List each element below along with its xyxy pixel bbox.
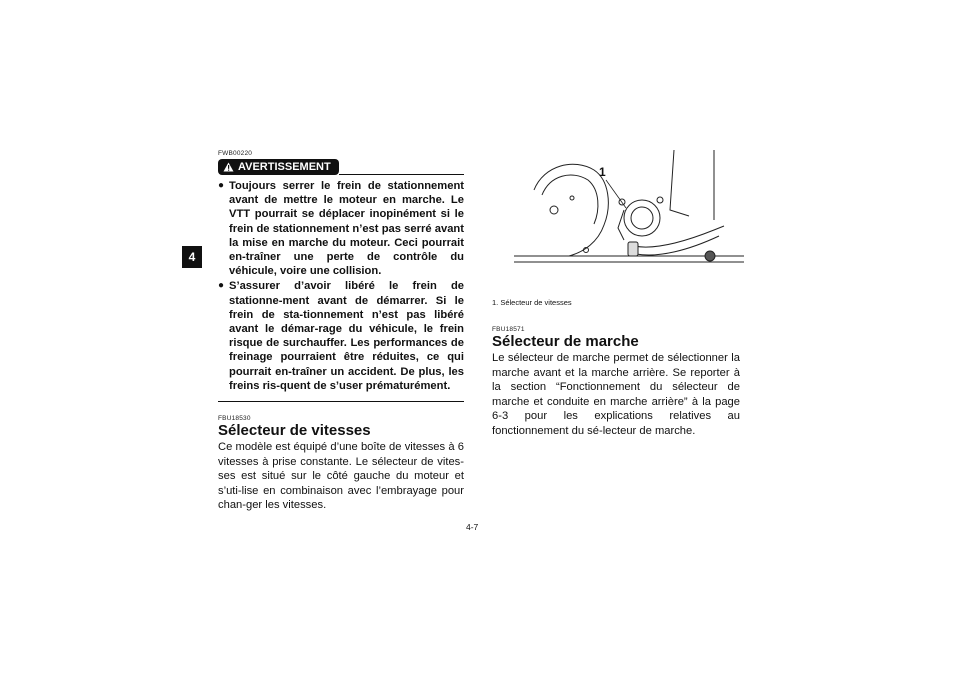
right-column	[492, 150, 740, 439]
page-number: 4-7	[466, 522, 479, 532]
section-title: Sélecteur de vitesses	[218, 422, 371, 440]
chapter-number: 4	[188, 250, 196, 264]
gear-shift-illustration	[514, 150, 744, 278]
gear-shift-figure	[514, 150, 744, 278]
warning-triangle-icon	[223, 162, 234, 172]
warning-code: FWB00220	[218, 150, 253, 157]
left-column	[218, 150, 464, 513]
warning-badge	[218, 159, 339, 175]
figure-callout-1: 1	[599, 165, 606, 179]
chapter-tab	[182, 246, 202, 268]
warning-item-text: Toujours serrer le frein de stationnement avant de mettre le moteur en marche. Le VTT pourrait se déplacer inopinément si le frein de stationnement n’est pas serré avant la mise en marche du moteur. Ceci pourrait en-traîner une perte de contrôle du véhicule, voire une collision.	[229, 180, 464, 278]
warning-rule	[339, 174, 464, 175]
figure-caption: 1. Sélecteur de vitesses	[492, 298, 572, 307]
warning-label: AVERTISSEMENT	[238, 161, 331, 173]
warning-item	[218, 279, 464, 393]
warning-item-text: S’assurer d’avoir libéré le frein de stationne-ment avant de démarrer. Si le frein de sta-tionnement n’est pas libéré avant le démar-rage du véhicule, le frein risque de surchauffer. Les performances de freinage pourraient être réduites, ce qui pourrait en-traîner un accident. De plus, les freins ris-quent de s’user prématurément.	[229, 280, 464, 392]
warning-item	[218, 179, 464, 278]
bullet-icon: ●	[218, 180, 225, 191]
section-title: Sélecteur de marche	[492, 333, 639, 350]
section-code: FBU18530	[218, 415, 251, 423]
warning-bottom-rule	[218, 401, 464, 402]
warning-header	[218, 159, 464, 175]
bullet-icon: ●	[218, 280, 225, 292]
section-code: FBU18571	[492, 326, 525, 333]
section-body: Le sélecteur de marche permet de sélectionner la marche avant et la marche arrière. Se reporter à la section “Fonctionnement du sélecteur de marche et conduite en marche arrière” à la page 6-3 pour les explications relatives au fonctionnement du sé-lecteur de marche.	[492, 352, 740, 437]
section-body: Ce modèle est équipé d’une boîte de vitesses à 6 vitesses à prise constante. Le sélecteur de vites-ses est situé sur le côté gauche du moteur et s’uti-lise en combinaison avec l’embrayage pour chan-ger les vitesses.	[218, 441, 464, 512]
